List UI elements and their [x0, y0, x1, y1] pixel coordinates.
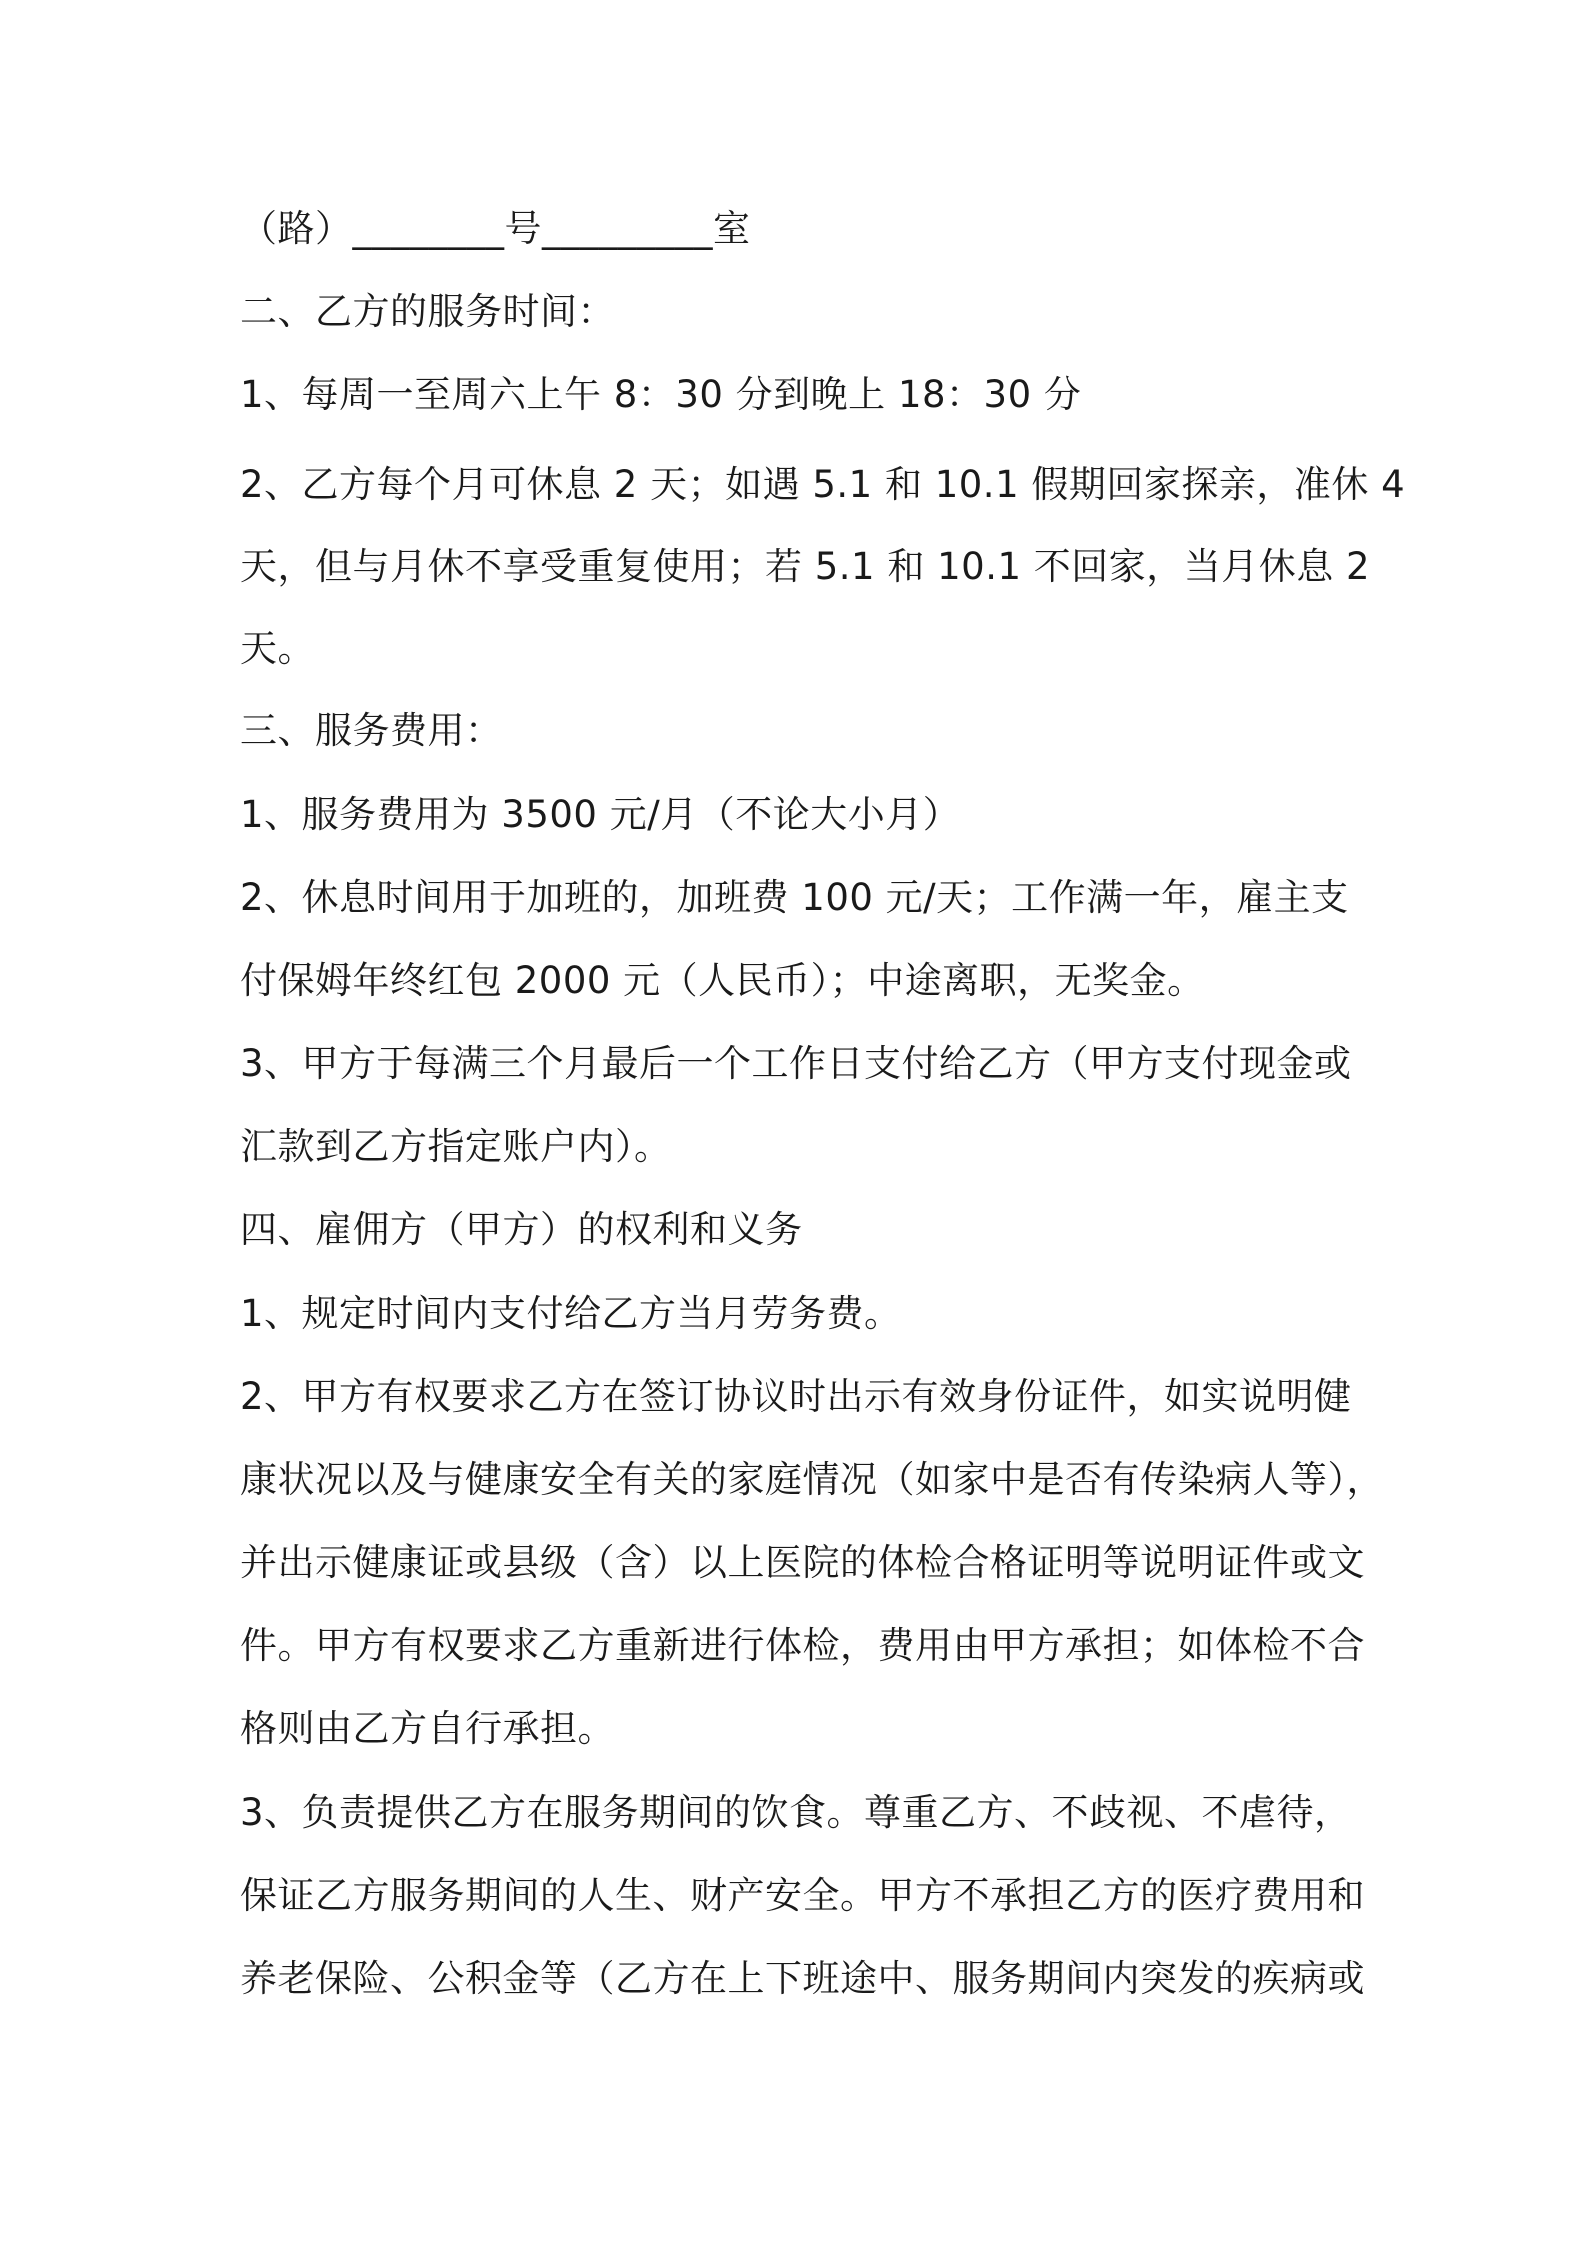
address-line: （路）________号_________室: [240, 207, 751, 250]
section-4-heading: 四、雇佣方（甲方）的权利和义务: [240, 1208, 803, 1251]
fee-item-3-line-2: 汇款到乙方指定账户内）。: [240, 1125, 672, 1168]
employer-item-2-line-3: 并出示健康证或县级（含）以上医院的体检合格证明等说明证件或文: [240, 1541, 1365, 1584]
section-2-heading: 二、乙方的服务时间：: [240, 290, 615, 333]
section-3-heading: 三、服务费用：: [240, 709, 503, 752]
fee-item-1: 1、服务费用为 3500 元/月（不论大小月）: [240, 793, 961, 836]
service-time-item-2-line-3: 天。: [240, 627, 315, 670]
fee-item-3-line-1: 3、甲方于每满三个月最后一个工作日支付给乙方（甲方支付现金或: [240, 1042, 1352, 1085]
service-time-item-1: 1、每周一至周六上午 8：30 分到晚上 18：30 分: [240, 373, 1082, 416]
employer-item-2-line-2: 康状况以及与健康安全有关的家庭情况（如家中是否有传染病人等），: [240, 1458, 1384, 1501]
employer-item-2-line-1: 2、甲方有权要求乙方在签订协议时出示有效身份证件，如实说明健: [240, 1375, 1352, 1418]
employer-item-3-line-2: 保证乙方服务期间的人生、财产安全。甲方不承担乙方的医疗费用和: [240, 1874, 1365, 1917]
employer-item-2-line-5: 格则由乙方自行承担。: [240, 1707, 615, 1750]
fee-item-2-line-1: 2、休息时间用于加班的，加班费 100 元/天；工作满一年，雇主支: [240, 876, 1349, 919]
service-time-item-2-line-2: 天，但与月休不享受重复使用；若 5.1 和 10.1 不回家，当月休息 2: [240, 545, 1371, 588]
fee-item-2-line-2: 付保姆年终红包 2000 元（人民币）；中途离职，无奖金。: [240, 959, 1205, 1002]
employer-item-3-line-1: 3、负责提供乙方在服务期间的饮食。尊重乙方、不歧视、不虐待，: [240, 1791, 1352, 1834]
employer-item-3-line-3: 养老保险、公积金等（乙方在上下班途中、服务期间内突发的疾病或: [240, 1957, 1365, 2000]
employer-item-2-line-4: 件。甲方有权要求乙方重新进行体检，费用由甲方承担；如体检不合: [240, 1624, 1365, 1667]
service-time-item-2-line-1: 2、乙方每个月可休息 2 天；如遇 5.1 和 10.1 假期回家探亲，准休 4: [240, 463, 1406, 506]
employer-item-1: 1、规定时间内支付给乙方当月劳务费。: [240, 1292, 902, 1335]
